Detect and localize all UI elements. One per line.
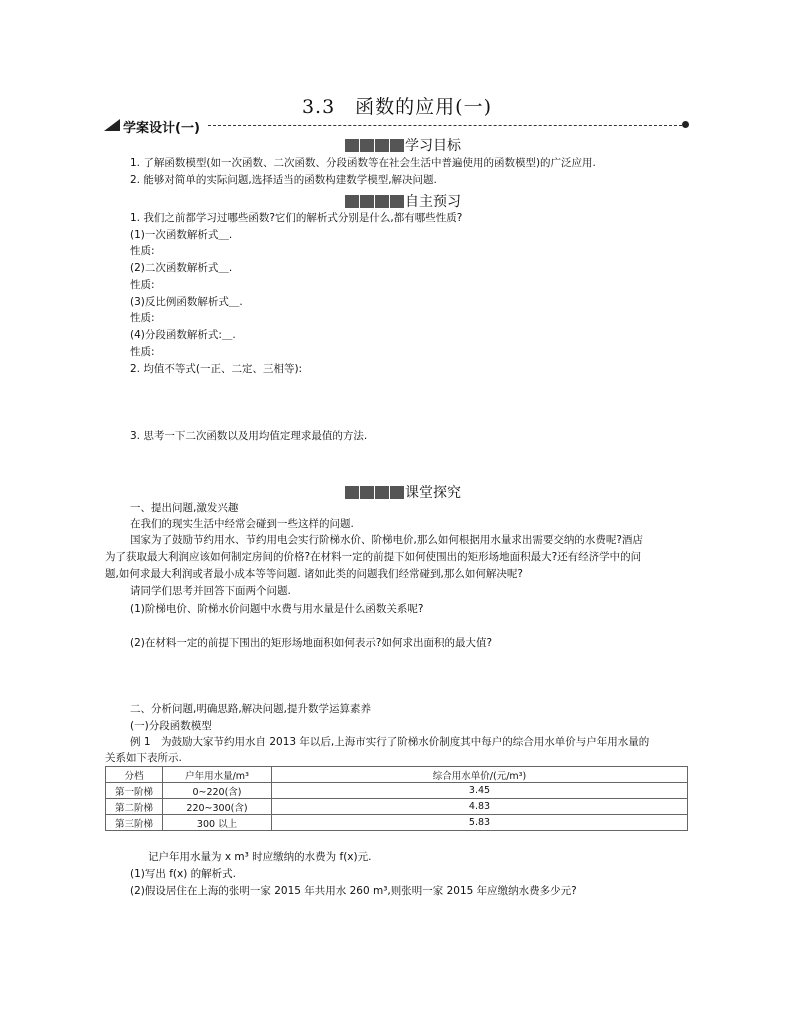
inverse-function-prompt: (3)反比例函数解析式＿.: [130, 296, 243, 308]
table-cell: 5.83: [272, 815, 688, 831]
linear-function-property: 性质:: [130, 245, 155, 257]
table-header-row: [106, 767, 688, 783]
explore-paragraph-2-line-3: 题,如何求最大利润或者最小成本等等问题. 诸如此类的问题我们经常碰到,那么如何解决呢?: [105, 568, 523, 580]
table-row: [106, 799, 688, 815]
goal-1: 1. 了解函数模型(如一次函数、二次函数、分段函数等在社会生活中普遍使用的函数模型)的广泛应用.: [130, 157, 596, 169]
section-goals-label: 学习目标: [405, 138, 461, 154]
section-heading-goals: [345, 135, 461, 155]
table-cell: 第三阶梯: [106, 815, 163, 831]
section-heading-preview: [345, 191, 461, 211]
heading-blocks: [345, 195, 404, 208]
quadratic-function-property: 性质:: [130, 279, 155, 291]
explore-heading-1: 一、提出问题,激发兴趣: [130, 502, 239, 514]
example-question-2: (2)假设居住在上海的张明一家 2015 年共用水 260 m³,则张明一家 2015 年应缴纳水费多少元?: [130, 885, 577, 897]
piecewise-function-property: 性质:: [130, 346, 155, 358]
table-header-cell: 综合用水单价/(元/m³): [272, 767, 688, 783]
table-header-cell: 分档: [106, 767, 163, 783]
heading-blocks: [345, 139, 404, 152]
triangle-icon: [104, 119, 120, 131]
explore-paragraph-2-line-2: 为了获取最大利润应该如何制定房间的价格?在材料一定的前提下如何使围出的矩形场地面积最大?还有经济学中的问: [105, 551, 642, 563]
explore-question-1: (1)阶梯电价、阶梯水价问题中水费与用水量是什么函数关系呢?: [130, 603, 424, 615]
goal-2: 2. 能够对简单的实际问题,选择适当的函数构建数学模型,解决问题.: [130, 174, 437, 186]
piecewise-function-prompt: (4)分段函数解析式:＿.: [130, 329, 236, 341]
heading-blocks: [345, 486, 404, 499]
explore-paragraph-2-line-1: 国家为了鼓励节约用水、节约用电会实行阶梯水价、阶梯电价,那么如何根据用水量求出需要交纳的水费呢?酒店: [130, 534, 643, 546]
table-cell: 第二阶梯: [106, 799, 163, 815]
section-explore-label: 课堂探究: [405, 485, 461, 501]
preview-question-3: 3. 思考一下二次函数以及用均值定理求最值的方法.: [130, 430, 368, 442]
dot-icon: [682, 121, 689, 128]
explore-paragraph-3: 请同学们思考并回答下面两个问题.: [130, 585, 291, 597]
table-row: [106, 815, 688, 831]
explore-heading-2: 二、分析问题,明确思路,解决问题,提升数学运算素养: [130, 703, 372, 715]
page-title: 3.3 函数的应用(一): [301, 96, 493, 118]
table-cell: 220~300(含): [163, 799, 272, 815]
table-row: [106, 783, 688, 799]
preview-question-1: 1. 我们之前都学习过哪些函数?它们的解析式分别是什么,都有哪些性质?: [130, 212, 463, 224]
piecewise-model-subheading: (一)分段函数模型: [130, 720, 212, 732]
preview-question-2: 2. 均值不等式(一正、二定、三相等):: [130, 363, 303, 375]
section-heading-explore: [345, 482, 461, 502]
table-cell: 300 以上: [163, 815, 272, 831]
table-cell: 3.45: [272, 783, 688, 799]
explore-question-2: (2)在材料一定的前提下围出的矩形场地面积如何表示?如何求出面积的最大值?: [130, 637, 493, 649]
water-price-table: [105, 766, 688, 831]
example-1-line-2: 关系如下表所示.: [105, 752, 182, 764]
explore-paragraph-1: 在我们的现实生活中经常会碰到一些这样的问题.: [130, 518, 354, 530]
water-fee-definition: 记户年用水量为 x m³ 时应缴纳的水费为 f(x)元.: [148, 851, 372, 863]
table-header-cell: 户年用水量/m³: [163, 767, 272, 783]
design-heading: 学案设计(一): [123, 121, 200, 136]
example-1-line-1: 例 1 为鼓励大家节约用水自 2013 年以后,上海市实行了阶梯水价制度其中每户的综合用水单价与户年用水量的: [130, 736, 650, 748]
quadratic-function-prompt: (2)二次函数解析式＿.: [130, 262, 233, 274]
inverse-function-property: 性质:: [130, 312, 155, 324]
section-preview-label: 自主预习: [405, 194, 461, 210]
table-cell: 4.83: [272, 799, 688, 815]
example-question-1: (1)写出 f(x) 的解析式.: [130, 868, 236, 880]
linear-function-prompt: (1)一次函数解析式＿.: [130, 229, 233, 241]
table-cell: 0~220(含): [163, 783, 272, 799]
table-cell: 第一阶梯: [106, 783, 163, 799]
dashed-divider: [208, 125, 682, 126]
design-heading-bar: [104, 117, 688, 135]
